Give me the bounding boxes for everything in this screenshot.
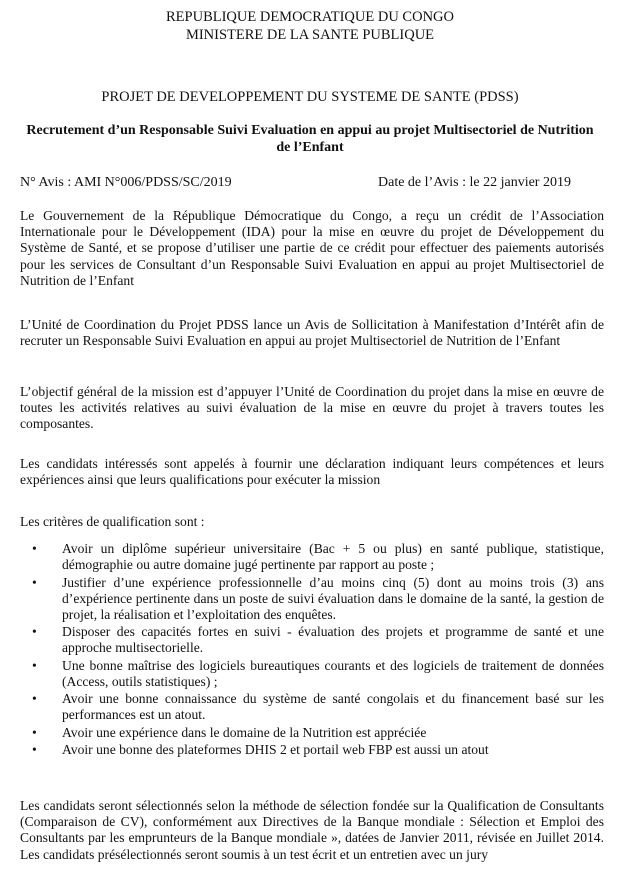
country-header: REPUBLIQUE DEMOCRATIQUE DU CONGO: [166, 9, 454, 25]
list-item: [20, 541, 604, 573]
list-item: [20, 691, 604, 723]
criteria-list: [20, 541, 604, 760]
paragraph-coordination: L’Unité de Coordination du Projet PDSS lance un Avis de Sollicitation à Manifestation d’Intérêt afin de recruter un Responsable Suivi Evaluation en appui au projet Multisectoriel de Nutrition de l’Enfant: [20, 317, 604, 349]
list-item: [20, 658, 604, 690]
criterion-text: Avoir une bonne connaissance du système de santé congolais et du financement basé sur les performances est un atout.: [62, 691, 604, 722]
ministry-header: MINISTERE DE LA SANTE PUBLIQUE: [185, 27, 435, 43]
paragraph-candidates: Les candidats intéressés sont appelés à fournir une déclaration indiquant leurs compétences et leurs expériences ainsi que leurs qualifications pour exécuter la mission: [20, 456, 604, 488]
paragraph-objective: L’objectif général de la mission est d’appuyer l’Unité de Coordination du projet dans la mise en œuvre de toutes les activités relatives au suivi évaluation de la mise en œuvre du projet à travers toutes les composantes.: [20, 384, 604, 432]
criterion-text: Avoir une bonne des plateformes DHIS 2 et portail web FBP est aussi un atout: [62, 742, 489, 757]
bullet-icon: •: [32, 724, 37, 740]
bullet-icon: •: [32, 742, 37, 757]
list-item: [20, 725, 604, 741]
bullet-icon: •: [32, 657, 37, 673]
criterion-text: Une bonne maîtrise des logiciels bureautiques courants et des logiciels de traitement de données (Access, outils statistiques) ;: [62, 657, 604, 689]
project-header: PROJET DE DEVELOPPEMENT DU SYSTEME DE SANTE (PDSS): [101, 89, 519, 105]
avis-number: N° Avis : AMI N°006/PDSS/SC/2019: [20, 175, 232, 190]
criterion-text: Justifier d’une expérience professionnelle d’au moins cinq (5) dont au moins trois (3) ans d’expérience pertinente dans un poste de suivi évaluation dans le domaine de la santé, la gestion de projet, la réalisation et l’exploitation des enquêtes.: [62, 574, 604, 622]
list-item: [20, 575, 604, 623]
bullet-icon: •: [32, 541, 37, 556]
criterion-text: Avoir un diplôme supérieur universitaire (Bac + 5 ou plus) en santé publique, statistique, démographie ou autre domaine jugé pertinente par rapport au poste ;: [62, 541, 604, 572]
list-item: [20, 742, 604, 758]
paragraph-intro: Le Gouvernement de la République Démocratique du Congo, a reçu un crédit de l’Association Internationale pour le Développement (IDA) pour la mise en œuvre du projet de Développement du Système de Santé, et se propose d’utiliser une partie de ce crédit pour effectuer des paiements autorisés pour les services de Consultant d’un Responsable Suivi Evaluation en appui au projet Multisectoriel de Nutrition de l’Enfant: [20, 208, 604, 288]
criterion-text: Disposer des capacités fortes en suivi - évaluation des projets et programme de santé et une approche multisectorielle.: [62, 624, 604, 655]
bullet-icon: •: [32, 624, 37, 639]
document-title: Recrutement d’un Responsable Suivi Evaluation en appui au projet Multisectoriel de Nutrition de l’Enfant: [26, 123, 594, 155]
bullet-icon: •: [32, 691, 37, 706]
list-item: [20, 624, 604, 656]
criterion-text: Avoir une expérience dans le domaine de la Nutrition est appréciée: [62, 724, 427, 740]
avis-date: Date de l’Avis : le 22 janvier 2019: [378, 175, 571, 190]
bullet-icon: •: [32, 574, 37, 590]
paragraph-selection: Les candidats seront sélectionnés selon la méthode de sélection fondée sur la Qualification de Consultants (Comparaison de CV), conformément aux Directives de la Banque mondiale : Sélection et Emploi des Consultants par les emprunteurs de la Banque mondiale », datées de Janvier 2011, révisée en Juillet 2014. Les candidats présélectionnés seront soumis à un test écrit et un entretien avec un jury: [20, 798, 604, 862]
criteria-intro: Les critères de qualification sont :: [20, 514, 205, 529]
